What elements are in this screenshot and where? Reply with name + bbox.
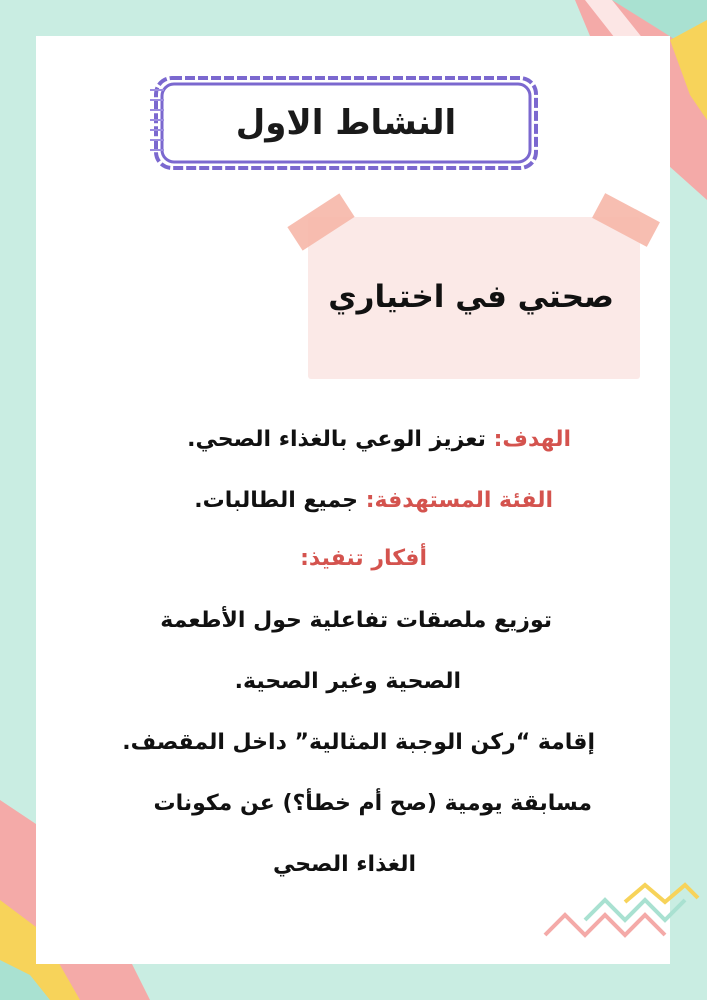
target-text: جميع الطالبات. [194, 488, 366, 513]
target-line [194, 485, 553, 517]
target-label: الفئة المستهدفة: [365, 488, 553, 513]
idea-line-2: الصحية وغير الصحية. [234, 669, 461, 694]
idea-line-4: مسابقة يومية (صح أم خطأ؟) عن مكونات [153, 791, 592, 816]
spiral-rings [150, 90, 164, 150]
goal-text: تعزيز الوعي بالغذاء الصحي. [187, 427, 494, 452]
goal-label: الهدف: [493, 427, 571, 452]
zigzag-decoration [540, 880, 700, 960]
title-frame [150, 72, 542, 174]
goal-line [187, 424, 571, 456]
idea-line-1: توزيع ملصقات تفاعلية حول الأطعمة [160, 608, 552, 633]
idea-line-3: إقامة “ركن الوجبة المثالية” داخل المقصف. [122, 730, 595, 755]
activity-subtitle: صحتي في اختياري [328, 279, 614, 315]
ideas-heading: أفكار تنفيذ: [300, 546, 427, 571]
page-title: النشاط الاول [235, 103, 457, 143]
idea-line-5: الغذاء الصحي [273, 852, 416, 877]
